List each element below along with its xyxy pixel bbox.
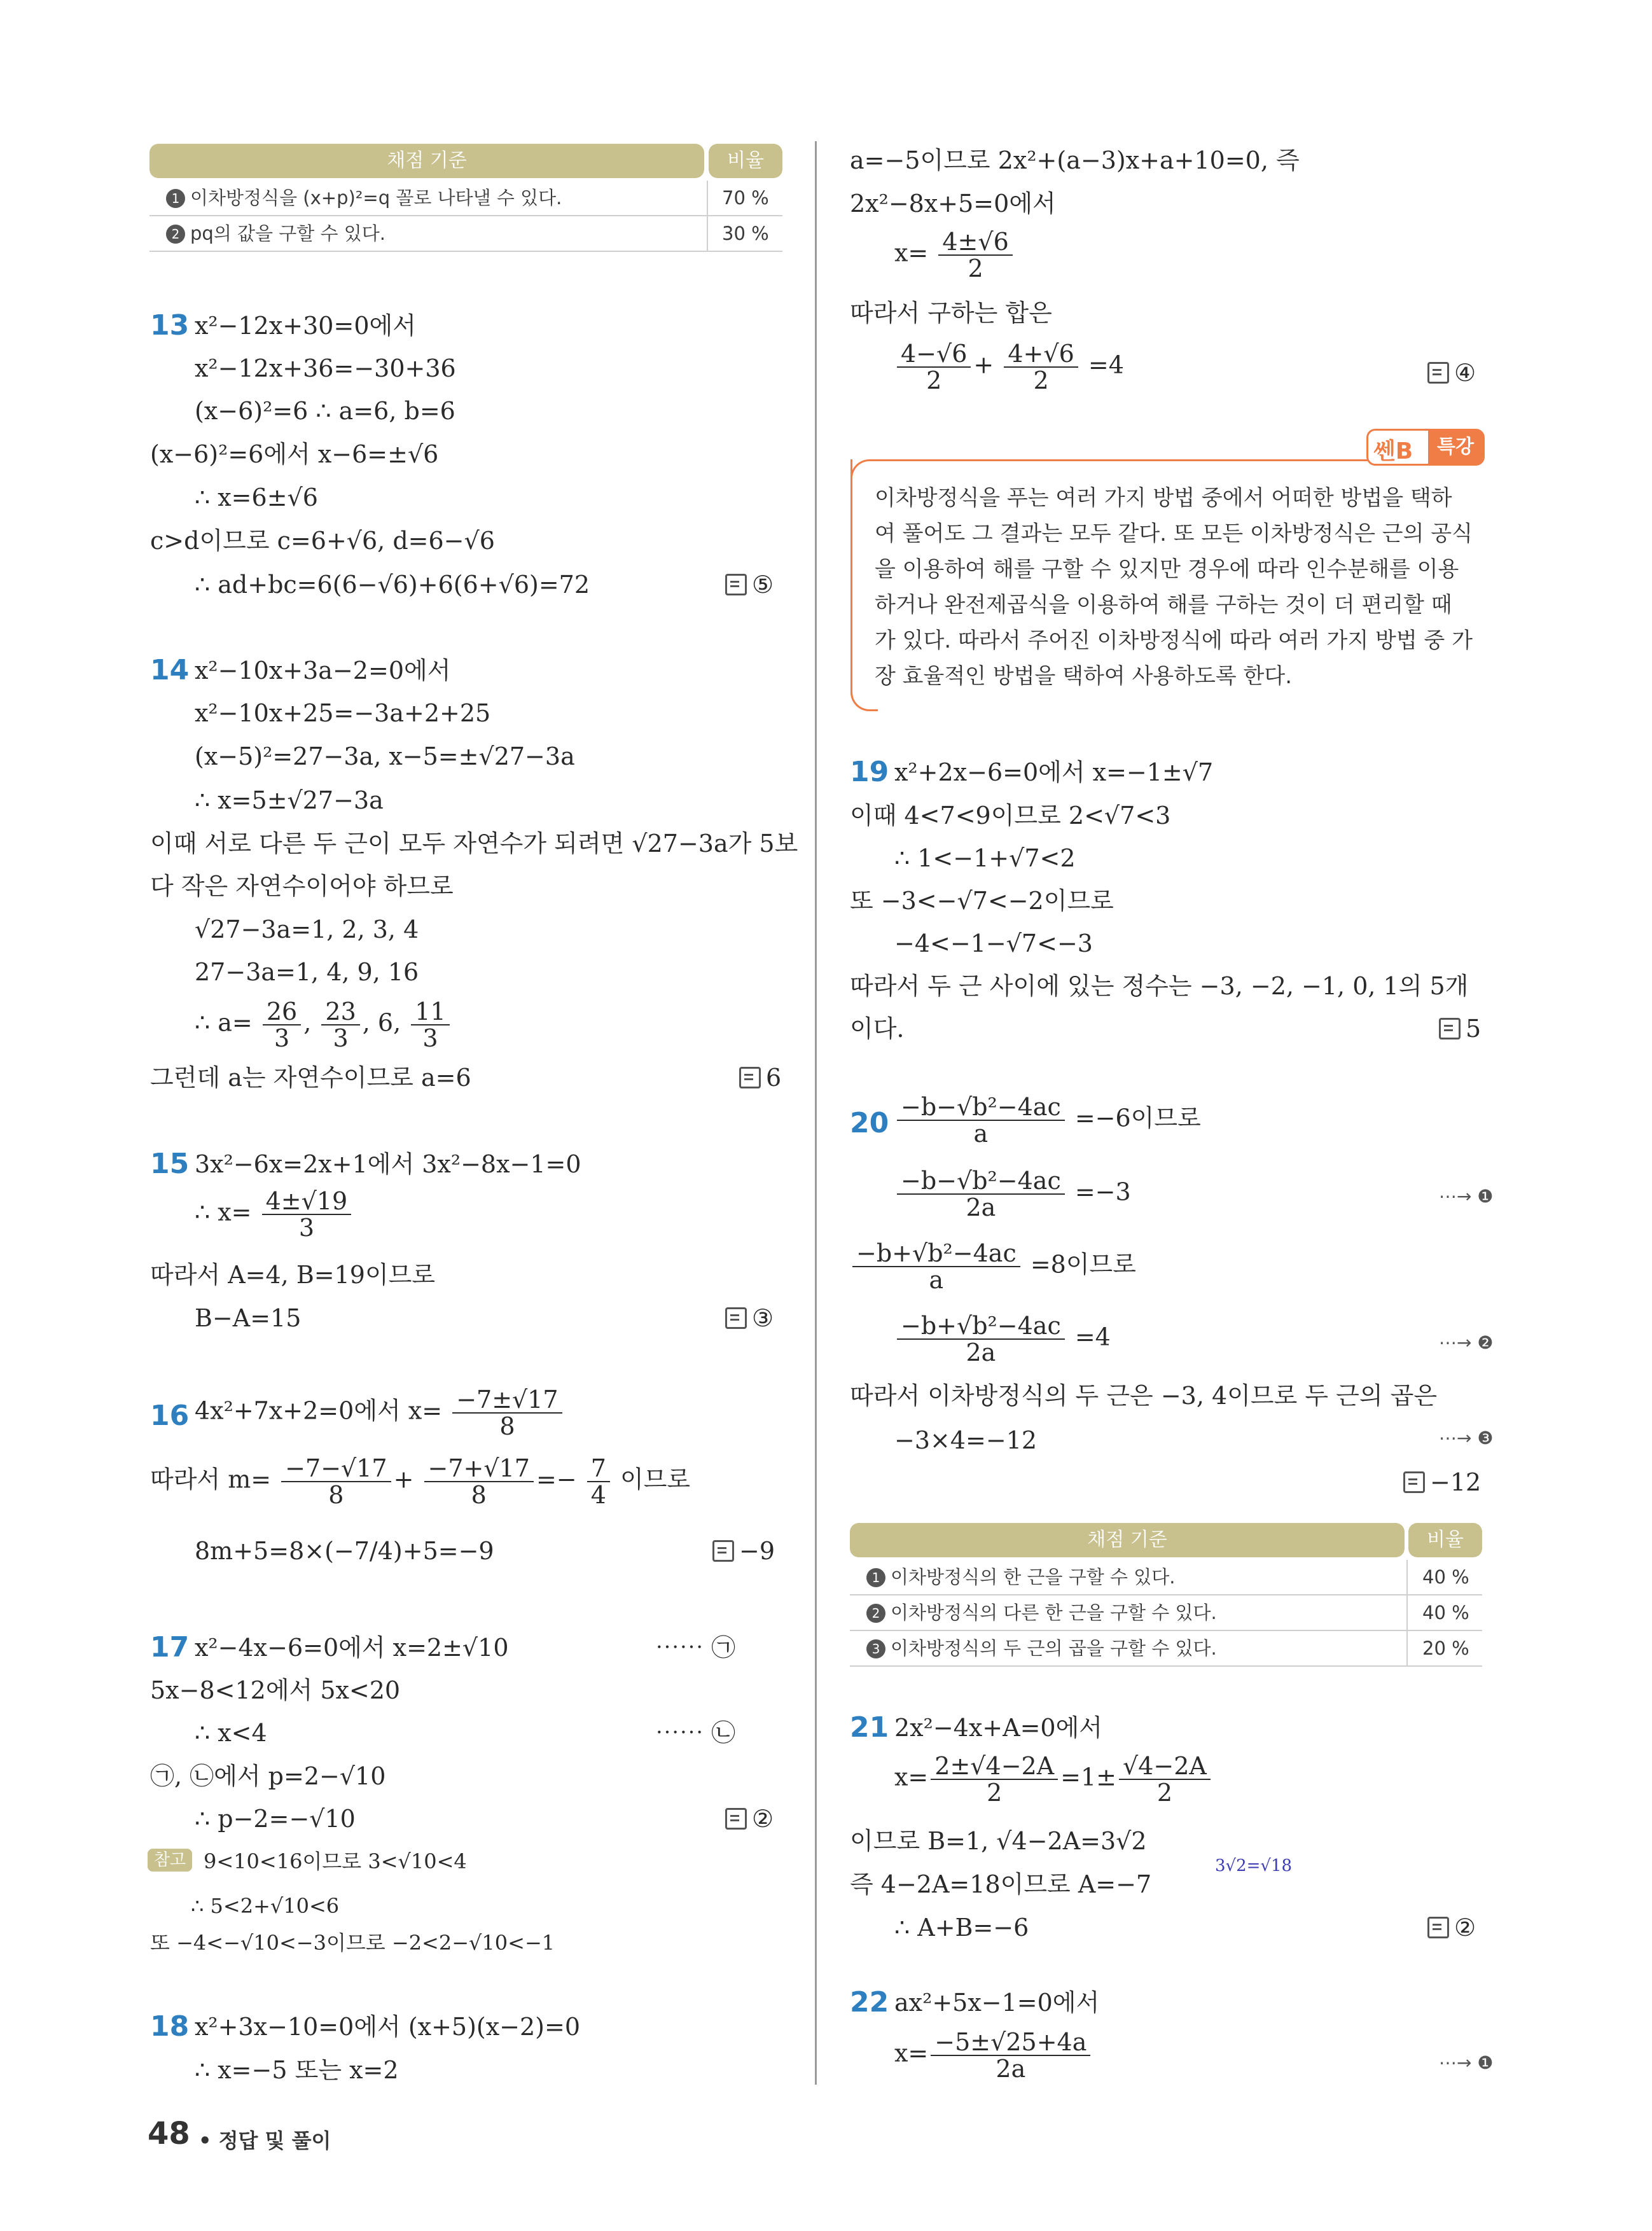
problem-line: 이때 서로 다른 두 근이 모두 자연수가 되려면 √27−3a가 5보 bbox=[150, 830, 798, 858]
answer-mark: ② bbox=[725, 1804, 774, 1834]
answer-mark: −12 bbox=[1403, 1467, 1481, 1498]
step-marker: ⋯→ ❶ bbox=[1439, 2052, 1494, 2073]
problem-line: $\frac{4-√6}{2}$ + $\frac{4+√6}{2}$ =4 bbox=[894, 341, 1124, 393]
problem-line: ∴ a= $\frac{26}{3}$ , $\frac{23}{3}$ , 6, $\frac{11}{3}$ bbox=[195, 999, 452, 1051]
column-divider bbox=[815, 141, 817, 2085]
note-line: ∴ 5<2+√10<6 bbox=[191, 1894, 340, 1918]
answer-icon bbox=[725, 1808, 747, 1830]
grading-row-text: 2 이차방정식의 다른 한 근을 구할 수 있다. bbox=[866, 1595, 1217, 1630]
answer-mark: ② bbox=[1427, 1912, 1476, 1943]
problem-line: −4<−1−√7<−3 bbox=[894, 929, 1093, 957]
problem-line: $\frac{\text{−b−√b²−4ac}}{2a}$ =−3 bbox=[894, 1168, 1131, 1220]
problem-line: ∴ x=5±√27−3a bbox=[195, 786, 384, 814]
problem-line: 4x²+7x+2=0에서 x= $\frac{-7\pm√17}{8}$ bbox=[195, 1387, 565, 1439]
annotation: 3√2=√18 bbox=[1215, 1856, 1293, 1875]
problem-number: 18 bbox=[150, 2010, 190, 2043]
note-badge: 참고 bbox=[148, 1849, 192, 1872]
fraction: $\frac{√4-2A}{2}$ bbox=[1119, 1753, 1211, 1805]
answer-mark: ⑤ bbox=[725, 569, 774, 600]
answer-icon bbox=[1427, 1917, 1449, 1938]
answer-icon bbox=[1403, 1471, 1425, 1493]
answer-mark: 6 bbox=[739, 1062, 781, 1093]
note-line: 또 −4<−√10<−3이므로 −2<2−√10<−1 bbox=[150, 1931, 555, 1955]
answer-icon bbox=[712, 1540, 734, 1562]
grading-row-ratio: 70 % bbox=[722, 187, 769, 209]
problem-line: a=−5이므로 2x²+(a−3)x+a+10=0, 즉 bbox=[850, 146, 1300, 174]
fraction: $\frac{-7-√17}{8}$ bbox=[281, 1456, 391, 1508]
grading-row-ratio: 20 % bbox=[1422, 1637, 1469, 1659]
special-badge: 쎈B 특강 bbox=[1366, 429, 1485, 466]
answer-icon bbox=[739, 1067, 761, 1088]
problem-line: 따라서 구하는 합은 bbox=[850, 299, 1052, 327]
problem-line: 이므로 B=1, √4−2A=3√2 bbox=[850, 1827, 1147, 1855]
step-marker: ⋯→ ❸ bbox=[1439, 1428, 1494, 1449]
fraction: $\frac{4+√6}{2}$ bbox=[1004, 341, 1078, 393]
grading-row bbox=[850, 1595, 1482, 1631]
problem-number: 21 bbox=[850, 1711, 889, 1744]
equation-mark: ⋯⋯ ㉠ bbox=[655, 1634, 736, 1662]
problem-line: B−A=15 bbox=[195, 1304, 302, 1332]
problem-number: 13 bbox=[150, 309, 190, 342]
problem-line: 따라서 m= $\frac{-7-√17}{8}$ + $\frac{-7+√17}{8}$ =− $\frac{7}{4}$ 이므로 bbox=[150, 1454, 691, 1509]
fraction: $\frac{\text{−b−√b²−4ac}}{2a}$ bbox=[897, 1168, 1065, 1220]
step-marker: ⋯→ ❷ bbox=[1439, 1332, 1494, 1353]
fraction: $\frac{-5\pm√25+4a}{2a}$ bbox=[931, 2029, 1090, 2082]
problem-line: ∴ x= $\frac{4\pm√19}{3}$ bbox=[195, 1188, 354, 1241]
answer-icon bbox=[1427, 362, 1449, 384]
problem-number: 17 bbox=[150, 1631, 190, 1664]
problem-line: x²+3x−10=0에서 (x+5)(x−2)=0 bbox=[195, 2013, 581, 2041]
page-number: 48 bbox=[148, 2116, 190, 2151]
problem-line: 그런데 a는 자연수이므로 a=6 bbox=[150, 1064, 471, 1092]
problem-number: 14 bbox=[150, 654, 190, 686]
problem-line: 따라서 A=4, B=19이므로 bbox=[150, 1261, 436, 1289]
problem-line: 또 −3<−√7<−2이므로 bbox=[850, 887, 1114, 915]
fraction: $\frac{-7\pm√17}{8}$ bbox=[452, 1387, 562, 1439]
ratio-header: 비율 bbox=[709, 144, 782, 178]
page-label: • 정답 및 풀이 bbox=[198, 2129, 331, 2153]
answer-icon bbox=[1439, 1018, 1461, 1039]
problem-line: x²−4x−6=0에서 x=2±√10 bbox=[195, 1634, 509, 1662]
problem-line: x= $\frac{4\pm√6}{2}$ bbox=[894, 229, 1015, 281]
problem-number: 16 bbox=[150, 1400, 190, 1432]
problem-line: c>d이므로 c=6+√6, d=6−√6 bbox=[150, 527, 495, 555]
answer-mark: −9 bbox=[712, 1536, 775, 1566]
problem-number: 19 bbox=[850, 756, 889, 788]
fraction: $\frac{\text{−b+√b²−4ac}}{2a}$ bbox=[897, 1313, 1065, 1365]
grading-row-text: 1 이차방정식을 (x+p)²=q 꼴로 나타낼 수 있다. bbox=[166, 181, 562, 215]
fraction: $\frac{2\pm√4-2A}{2}$ bbox=[931, 1753, 1058, 1805]
problem-number: 15 bbox=[150, 1148, 190, 1180]
problem-line: 즉 4−2A=18이므로 A=−7 bbox=[850, 1870, 1152, 1898]
fraction: $\frac{4-√6}{2}$ bbox=[897, 341, 971, 393]
problem-line: $\frac{\text{−b+√b²−4ac}}{a}$ =8이므로 bbox=[850, 1241, 1136, 1293]
grading-row-text: 2 pq의 값을 구할 수 있다. bbox=[166, 216, 385, 251]
grading-row-text: 1 이차방정식의 한 근을 구할 수 있다. bbox=[866, 1560, 1176, 1594]
problem-line: 2x²−4x+A=0에서 bbox=[894, 1714, 1103, 1742]
answer-mark: ③ bbox=[725, 1303, 774, 1333]
answer-icon bbox=[725, 574, 747, 595]
fraction: $\frac{-7+√17}{8}$ bbox=[424, 1456, 534, 1508]
problem-line: 27−3a=1, 4, 9, 16 bbox=[195, 958, 419, 986]
grading-row-ratio: 40 % bbox=[1422, 1602, 1469, 1623]
grading-row-ratio: 40 % bbox=[1422, 1566, 1469, 1588]
grading-row-text: 3 이차방정식의 두 근의 곱을 구할 수 있다. bbox=[866, 1631, 1217, 1665]
fraction: $\frac{26}{3}$ bbox=[263, 999, 301, 1051]
problem-line: $\frac{\text{−b−√b²−4ac}}{a}$ =−6이므로 bbox=[894, 1094, 1201, 1146]
problem-line: ∴ A+B=−6 bbox=[894, 1914, 1029, 1942]
grading-header: 채점 기준 bbox=[850, 1523, 1405, 1557]
problem-line: 따라서 이차방정식의 두 근은 −3, 4이므로 두 근의 곱은 bbox=[850, 1382, 1438, 1410]
problem-line: √27−3a=1, 2, 3, 4 bbox=[195, 915, 419, 943]
problem-line: ∴ p−2=−√10 bbox=[195, 1805, 356, 1833]
problem-line: ax²+5x−1=0에서 bbox=[894, 1989, 1100, 2017]
problem-line: ∴ x=−5 또는 x=2 bbox=[195, 2056, 399, 2084]
problem-line: 따라서 두 근 사이에 있는 정수는 −3, −2, −1, 0, 1의 5개 bbox=[850, 972, 1469, 1000]
table-separator bbox=[707, 181, 708, 251]
problem-line: x²−10x+25=−3a+2+25 bbox=[195, 699, 491, 727]
problem-line: 이다. bbox=[850, 1015, 905, 1043]
fraction: $\frac{23}{3}$ bbox=[321, 999, 359, 1051]
answer-mark: ④ bbox=[1427, 358, 1476, 388]
special-text: 이차방정식을 푸는 여러 가지 방법 중에서 어떠한 방법을 택하여 풀어도 그 결과는 모두 같다. 또 모든 이차방정식은 근의 공식을 이용하여 해를 구할 수 있지만 경우에 따라 인수분해를 이용하거나 완전제곱식을 이용하여 해를 구하는 것이 더 편리할 때가 있다. 따라서 주어진 이차방정식에 따라 여러 가지 방법 중 가장 효율적인 방법을 택하여 사용하도록 한다. bbox=[875, 485, 1473, 689]
problem-line: x²+2x−6=0에서 x=−1±√7 bbox=[894, 758, 1214, 786]
problem-line: 5x−8<12에서 5x<20 bbox=[150, 1676, 401, 1704]
fraction: $\frac{\text{−b+√b²−4ac}}{a}$ bbox=[852, 1241, 1020, 1293]
problem-line: x= $\frac{-5\pm√25+4a}{2a}$ bbox=[894, 2029, 1093, 2082]
problem-line: 다 작은 자연수이어야 하므로 bbox=[150, 872, 454, 900]
problem-line: (x−6)²=6에서 x−6=±√6 bbox=[150, 440, 439, 468]
problem-number: 20 bbox=[850, 1107, 889, 1139]
fraction: $\frac{4\pm√6}{2}$ bbox=[938, 229, 1012, 281]
note-line: 9<10<16이므로 3<√10<4 bbox=[204, 1849, 467, 1873]
problem-line: 이때 4<7<9이므로 2<√7<3 bbox=[850, 802, 1171, 830]
problem-line: x²−12x+36=−30+36 bbox=[195, 354, 456, 382]
table-separator bbox=[1406, 1560, 1408, 1665]
special-box-corner bbox=[850, 459, 878, 711]
fraction: $\frac{\text{−b−√b²−4ac}}{a}$ bbox=[897, 1094, 1065, 1146]
grading-header: 채점 기준 bbox=[149, 144, 704, 178]
grading-row bbox=[850, 1560, 1482, 1595]
grading-row bbox=[149, 181, 782, 216]
problem-line: (x−6)²=6 ∴ a=6, b=6 bbox=[195, 397, 455, 425]
problem-line: ∴ 1<−1+√7<2 bbox=[894, 844, 1076, 872]
problem-line: ∴ ad+bc=6(6−√6)+6(6+√6)=72 bbox=[195, 571, 590, 599]
problem-line: ∴ x<4 bbox=[195, 1719, 267, 1747]
problem-line: $\frac{\text{−b+√b²−4ac}}{2a}$ =4 bbox=[894, 1313, 1111, 1365]
grading-row bbox=[850, 1631, 1482, 1667]
problem-line: x²−10x+3a−2=0에서 bbox=[195, 657, 451, 685]
problem-line: 3x²−6x=2x+1에서 3x²−8x−1=0 bbox=[195, 1150, 581, 1178]
problem-line: −3×4=−12 bbox=[894, 1426, 1038, 1454]
fraction: $\frac{7}{4}$ bbox=[587, 1456, 610, 1508]
grading-row-ratio: 30 % bbox=[722, 223, 769, 244]
answer-mark: 5 bbox=[1439, 1013, 1481, 1044]
fraction: $\frac{4\pm√19}{3}$ bbox=[262, 1188, 352, 1241]
problem-line: x²−12x+30=0에서 bbox=[195, 312, 416, 340]
grading-row bbox=[149, 216, 782, 252]
problem-line: ∴ x=6±√6 bbox=[195, 483, 318, 511]
problem-line: ㉠, ㉡에서 p=2−√10 bbox=[150, 1762, 386, 1790]
ratio-header: 비율 bbox=[1408, 1523, 1482, 1557]
fraction: $\frac{11}{3}$ bbox=[411, 999, 449, 1051]
problem-line: (x−5)²=27−3a, x−5=±√27−3a bbox=[195, 742, 575, 770]
problem-line: x= $\frac{2\pm√4-2A}{2}$ =1± $\frac{√4-2A}{2}$ bbox=[894, 1753, 1213, 1805]
equation-mark: ⋯⋯ ㉡ bbox=[655, 1719, 736, 1747]
problem-line: 2x²−8x+5=0에서 bbox=[850, 190, 1056, 218]
answer-icon bbox=[725, 1307, 747, 1329]
problem-line: 8m+5=8×(−7/4)+5=−9 bbox=[195, 1537, 494, 1565]
step-marker: ⋯→ ❶ bbox=[1439, 1186, 1494, 1207]
problem-number: 22 bbox=[850, 1986, 889, 2019]
